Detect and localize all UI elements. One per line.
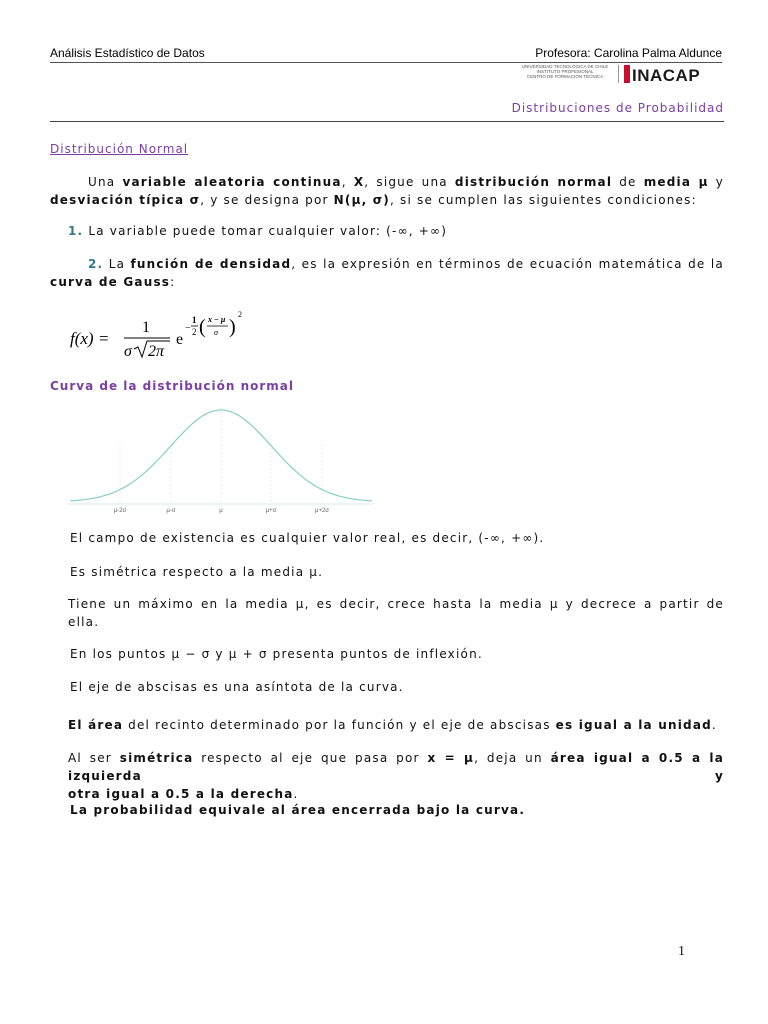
- area-statement: El área del recinto determinado por la función y el eje de abscisas es igual a la unidad.: [68, 718, 717, 732]
- logo-separator: [618, 65, 619, 83]
- inacap-logo: [624, 64, 714, 84]
- svg-text:1: 1: [142, 319, 150, 336]
- property-symmetric: Es simétrica respecto a la media μ.: [70, 565, 324, 579]
- symmetry-statement: Al ser simétrica respecto al eje que pasa por x = μ, deja un área igual a 0.5 a la izquierda y otra igual a 0.5 a la derecha.: [68, 751, 725, 801]
- property-domain: El campo de existencia es cualquier valor real, es decir, (-∞, +∞).: [70, 531, 545, 545]
- course-title: Análisis Estadístico de Datos: [50, 46, 205, 60]
- heading-curva: Curva de la distribución normal: [50, 379, 295, 393]
- intro-paragraph: Una variable aleatoria continua, X, sigue una distribución normal de media μ y desviación típica σ, y se designa por N(μ, σ), si se cumplen las siguientes condiciones:: [50, 175, 725, 207]
- tick-label: μ-2σ: [113, 508, 127, 514]
- condition-2: 2. La función de densidad, es la expresión en términos de ecuación matemática de la curva de Gauss:: [50, 257, 724, 289]
- condition-1: 1. La variable puede tomar cualquier valor: (-∞, +∞): [68, 224, 448, 238]
- svg-text:−: −: [185, 323, 191, 334]
- property-maximum: Tiene un máximo en la media μ, es decir, crece hasta la media μ y decrece a partir de ella.: [68, 597, 724, 629]
- tick-label: μ+2σ: [314, 508, 330, 514]
- heading-distribucion-normal: Distribución Normal: [50, 142, 189, 156]
- gauss-curve: [70, 410, 372, 501]
- svg-text:2π: 2π: [148, 343, 165, 360]
- svg-text:σ: σ: [124, 343, 132, 360]
- tick-label: μ: [219, 508, 223, 514]
- normal-curve-figure: [68, 406, 374, 516]
- inacap-logo-text: INACAP: [632, 66, 701, 84]
- svg-text:e: e: [176, 331, 184, 348]
- svg-text:2: 2: [192, 327, 197, 337]
- property-asymptote: El eje de abscisas es una asíntota de la curva.: [70, 680, 404, 694]
- property-inflection: En los puntos μ − σ y μ + σ presenta puntos de inflexión.: [70, 647, 483, 661]
- section-title: Distribuciones de Probabilidad: [511, 101, 724, 115]
- gauss-density-formula: [68, 305, 248, 363]
- svg-text:2: 2: [238, 310, 242, 319]
- page-number: 1: [678, 944, 685, 959]
- header-rule: [50, 62, 722, 63]
- svg-text:σ: σ: [214, 328, 218, 337]
- probability-statement: La probabilidad equivale al área encerrada bajo la curva.: [70, 803, 526, 817]
- tick-label: μ-σ: [166, 508, 176, 514]
- tick-label: μ+σ: [265, 508, 277, 514]
- svg-text:f(x) =: f(x) =: [70, 329, 110, 348]
- section-rule: [50, 121, 724, 122]
- svg-text:1: 1: [192, 315, 197, 325]
- svg-text:): ): [229, 316, 236, 338]
- svg-text:x − μ: x − μ: [208, 315, 226, 324]
- svg-text:(: (: [199, 316, 206, 338]
- university-text: UNIVERSIDAD TECNOLÓGICA DE CHILE INSTITUTO PROFESIONAL CENTRO DE FORMACIÓN TÉCNICA: [521, 64, 609, 80]
- teacher-name: Profesora: Carolina Palma Aldunce: [535, 46, 722, 60]
